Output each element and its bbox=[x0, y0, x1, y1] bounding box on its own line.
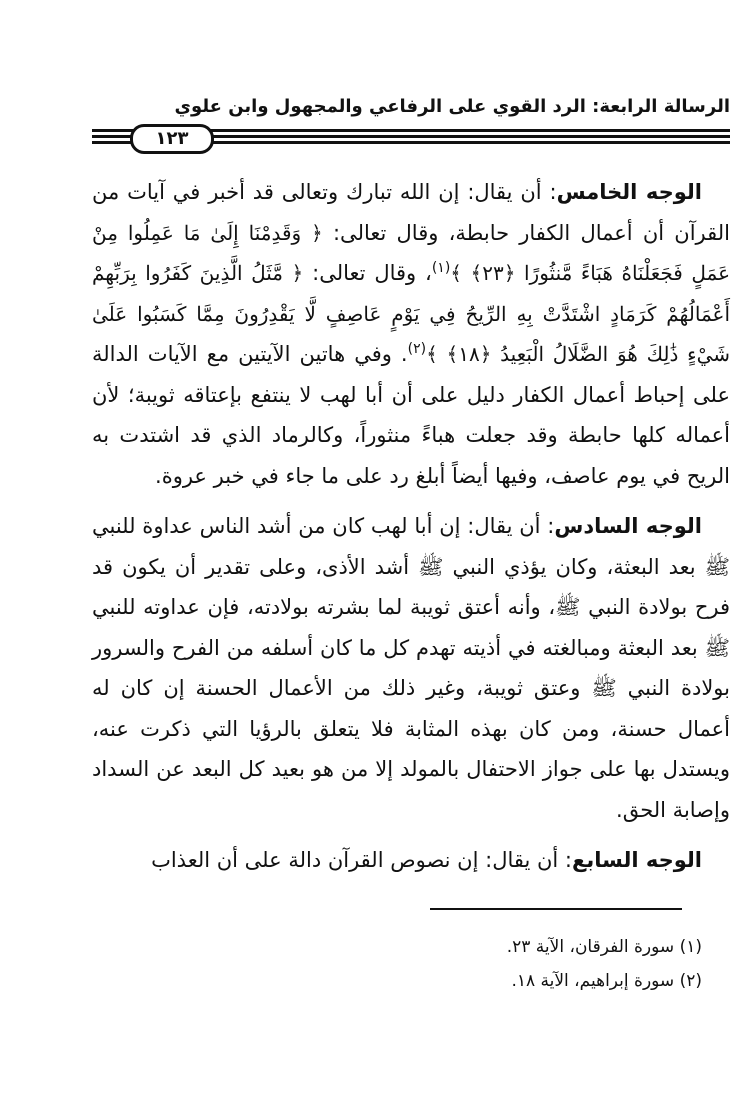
page-number: ١٢٣ bbox=[130, 124, 214, 154]
footnote-ref: (١) bbox=[431, 260, 451, 276]
paragraph-fifth-aspect bbox=[92, 172, 730, 496]
paragraph-text: : أن يقال: إن أبا لهب كان من أشد الناس عداوة للنبي ﷺ بعد البعثة، وكان يؤذي النبي ﷺ أشد الأذى، وعلى تقدير أن يكون قد فرح بولادة النبي ﷺ، وأنه أعتق ثويبة لما بشرته بولادته، فإن عداوته للنبي ﷺ بعد البعثة ومبالغته في أذيته تهدم كل ما كان أسلفه من الفرح والسرور بولادة النبي ﷺ وعتق ثويبة، وغير ذلك من الأعمال الحسنة إن كان له أعمال حسنة، ومن كان بهذه المثابة فلا يتعلق بالرؤيا التي ذكرت عنه، ويستدل بها على جواز الاحتفال بالمولد إلا من هو بعيد كل البعد عن السداد وإصابة الحق. bbox=[92, 514, 730, 822]
paragraph-text: ، وقال تعالى: bbox=[303, 261, 432, 285]
main-text bbox=[92, 172, 730, 891]
footnote-2: (٢) سورة إبراهيم، الآية ١٨. bbox=[511, 971, 702, 991]
section-lead: الوجه السادس bbox=[554, 514, 702, 538]
footnote-separator bbox=[430, 908, 682, 910]
section-lead: الوجه السابع bbox=[572, 848, 702, 872]
quran-verse: ﴿ وَقَدِمْنَا إِلَىٰ مَا عَمِلُوا مِنْ عَمَلٍ فَجَعَلْنَاهُ هَبَاءً مَّنثُورًا ﴿٢٣﴾ ﴾ bbox=[92, 220, 731, 285]
quran-verse: ﴿ مَّثَلُ الَّذِينَ كَفَرُوا بِرَبِّهِمْ أَعْمَالُهُمْ كَرَمَادٍ اشْتَدَّتْ بِهِ الرِّيحُ فِي يَوْمٍ عَاصِفٍ لَّا يَقْدِرُونَ مِمَّا كَسَبُوا عَلَىٰ شَيْءٍ ذَٰلِكَ هُوَ الضَّلَالُ الْبَعِيدُ ﴿١٨﴾ ﴾ bbox=[92, 261, 730, 366]
section-lead: الوجه الخامس bbox=[556, 180, 703, 204]
paragraph-seventh-aspect bbox=[92, 840, 730, 881]
footnote-1: (١) سورة الفرقان، الآية ٢٣. bbox=[506, 937, 702, 957]
paragraph-text: : أن يقال: إن نصوص القرآن دالة على أن العذاب bbox=[151, 848, 572, 872]
header-rule bbox=[92, 124, 730, 150]
running-title: الرسالة الرابعة: الرد القوي على الرفاعي والمجهول وابن علوي bbox=[174, 96, 730, 117]
paragraph-text: . وفي هاتين الآيتين مع الآيات الدالة على إحباط أعمال الكفار دليل على أن أبا لهب لا ينتفع بإعتاقه ثويبة؛ لأن أعماله كلها حابطة وقد جعلت هباءً منثوراً، وكالرماد الذي قد اشتدت به الريح في يوم عاصف، وفيها أيضاً أبلغ رد على ما جاء في خبر عروة. bbox=[92, 342, 730, 488]
paragraph-text: : أن يقال: إن الله تبارك وتعالى قد أخبر في آيات من القرآن أن أعمال الكفار حابطة، وقال تعالى: bbox=[92, 180, 730, 245]
footnotes bbox=[92, 930, 702, 998]
paragraph-sixth-aspect bbox=[92, 506, 730, 830]
footnote-ref: (٢) bbox=[407, 341, 427, 357]
